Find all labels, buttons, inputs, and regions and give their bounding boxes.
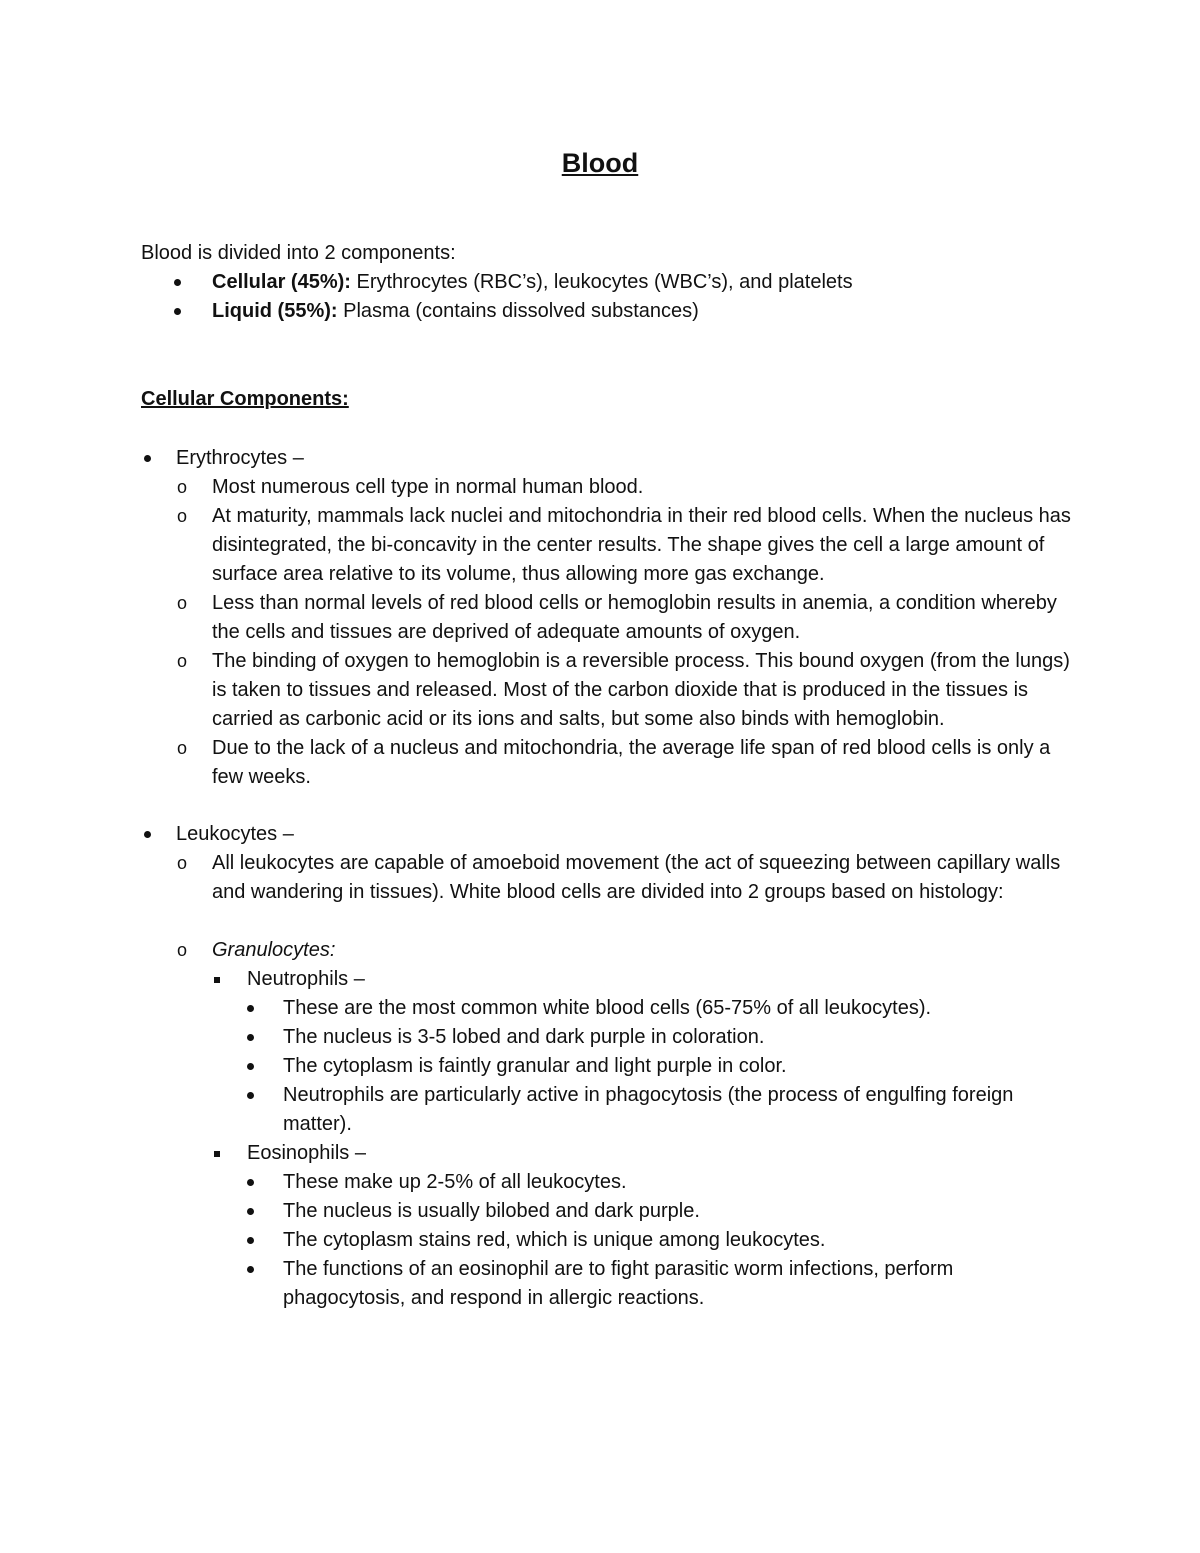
item-text: The cytoplasm is faintly granular and light purple in color. bbox=[283, 1055, 787, 1077]
circle-bullet-icon: o bbox=[177, 651, 188, 671]
item-text: These make up 2-5% of all leukocytes. bbox=[283, 1171, 627, 1193]
list-item bbox=[141, 1052, 1071, 1081]
list-item bbox=[141, 734, 1071, 792]
bullet-icon bbox=[247, 1063, 254, 1070]
bullet-icon bbox=[247, 1237, 254, 1244]
circle-bullet-icon: o bbox=[177, 940, 188, 960]
bullet-icon bbox=[247, 1092, 254, 1099]
list-item bbox=[141, 849, 1071, 907]
bullet-icon bbox=[247, 1266, 254, 1273]
list-item bbox=[141, 647, 1071, 734]
circle-bullet-icon: o bbox=[177, 506, 188, 526]
circle-bullet-icon: o bbox=[177, 477, 188, 497]
item-heading: Erythrocytes – bbox=[176, 447, 304, 469]
item-heading: Granulocytes: bbox=[212, 939, 336, 961]
component-text: Erythrocytes (RBC’s), leukocytes (WBC’s), and platelets bbox=[350, 271, 853, 293]
square-bullet-icon bbox=[214, 977, 220, 983]
list-item bbox=[141, 1197, 1071, 1226]
item-text: The functions of an eosinophil are to fight parasitic worm infections, perform phagocytosis, and respond in allergic reactions. bbox=[283, 1258, 954, 1309]
item-heading: Eosinophils – bbox=[247, 1142, 366, 1164]
list-item bbox=[141, 1081, 1071, 1139]
item-text: The nucleus is 3-5 lobed and dark purple in coloration. bbox=[283, 1026, 765, 1048]
list-item bbox=[141, 502, 1071, 589]
list-item bbox=[141, 994, 1071, 1023]
list-item bbox=[141, 1226, 1071, 1255]
item-text: The cytoplasm stains red, which is unique among leukocytes. bbox=[283, 1229, 826, 1251]
list-item bbox=[141, 1023, 1071, 1052]
item-text: All leukocytes are capable of amoeboid movement (the act of squeezing between capillary walls and wandering in tissues). White blood cells are divided into 2 groups based on histology: bbox=[212, 852, 1061, 903]
item-text: These are the most common white blood cells (65-75% of all leukocytes). bbox=[283, 997, 932, 1019]
circle-bullet-icon: o bbox=[177, 738, 188, 758]
circle-bullet-icon: o bbox=[177, 853, 188, 873]
list-item bbox=[141, 297, 1071, 326]
item-text: Due to the lack of a nucleus and mitochondria, the average life span of red blood cells is only a few weeks. bbox=[212, 737, 1051, 788]
page-title: Blood bbox=[561, 148, 639, 178]
list-item bbox=[141, 268, 1071, 297]
list-item-erythrocytes bbox=[141, 444, 1071, 473]
item-text: At maturity, mammals lack nuclei and mitochondria in their red blood cells. When the nucleus has disintegrated, the bi-concavity in the center results. The shape gives the cell a large amount of surface area relative to its volume, thus allowing more gas exchange. bbox=[212, 505, 1071, 585]
item-heading: Neutrophils – bbox=[247, 968, 365, 990]
square-bullet-icon bbox=[214, 1151, 220, 1157]
item-text: The nucleus is usually bilobed and dark purple. bbox=[283, 1200, 700, 1222]
circle-bullet-icon: o bbox=[177, 593, 188, 613]
component-label: Cellular (45%): bbox=[212, 271, 351, 293]
list-item-neutrophils bbox=[141, 965, 1071, 994]
list-item bbox=[141, 473, 1071, 502]
item-text: Less than normal levels of red blood cells or hemoglobin results in anemia, a condition whereby the cells and tissues are deprived of adequate amounts of oxygen. bbox=[212, 592, 1057, 643]
bullet-icon bbox=[247, 1034, 254, 1041]
intro-text: Blood is divided into 2 components: bbox=[141, 242, 456, 264]
bullet-icon bbox=[144, 831, 151, 838]
cellular-components-list bbox=[141, 444, 1071, 1313]
component-text: Plasma (contains dissolved substances) bbox=[337, 300, 699, 322]
intro-section bbox=[141, 239, 1071, 326]
bullet-icon bbox=[247, 1005, 254, 1012]
bullet-icon bbox=[247, 1179, 254, 1186]
list-item-granulocytes bbox=[141, 936, 1071, 965]
component-label: Liquid (55%): bbox=[212, 300, 338, 322]
item-text: The binding of oxygen to hemoglobin is a reversible process. This bound oxygen (from the lungs) is taken to tissues and released. Most of the carbon dioxide that is produced in the tissues is carried as carbonic acid or its ions and salts, but some also binds with hemoglobin. bbox=[212, 650, 1070, 730]
list-item bbox=[141, 1255, 1071, 1313]
bullet-icon bbox=[174, 279, 181, 286]
bullet-icon bbox=[144, 455, 151, 462]
list-item-leukocytes bbox=[141, 820, 1071, 849]
list-item bbox=[141, 1168, 1071, 1197]
item-text: Neutrophils are particularly active in phagocytosis (the process of engulfing foreign matter). bbox=[283, 1084, 1014, 1135]
list-item bbox=[141, 589, 1071, 647]
item-heading: Leukocytes – bbox=[176, 823, 294, 845]
bullet-icon bbox=[247, 1208, 254, 1215]
section-heading: Cellular Components: bbox=[141, 388, 349, 410]
item-text: Most numerous cell type in normal human blood. bbox=[212, 476, 644, 498]
list-item-eosinophils bbox=[141, 1139, 1071, 1168]
bullet-icon bbox=[174, 308, 181, 315]
